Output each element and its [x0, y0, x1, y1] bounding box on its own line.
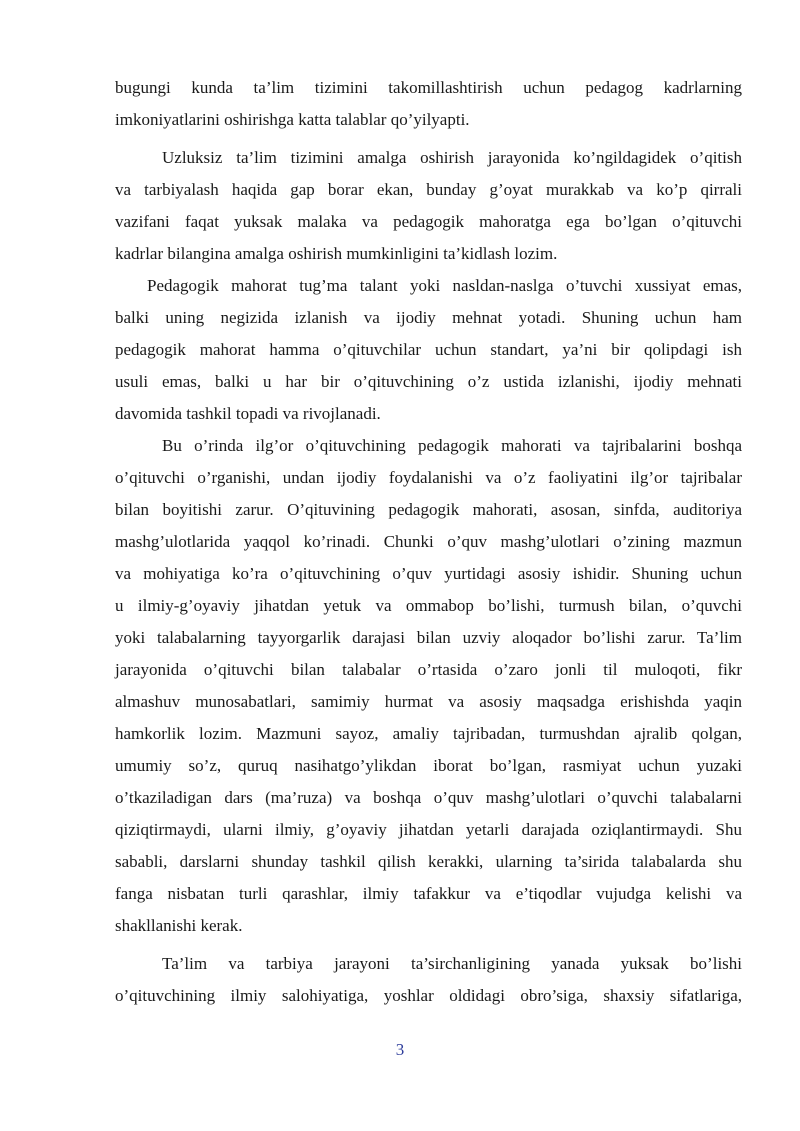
paragraph-3-line-1: Pedagogik mahorat tug’ma talant yoki nasldan-naslga o’tuvchi xussiyat emas,: [147, 276, 742, 295]
paragraph-4-line-16: shakllanishi kerak.: [115, 916, 243, 935]
paragraph-4-line-1: Bu o’rinda ilg’or o’qituvchining pedagogik mahorati va tajribalarini boshqa: [162, 436, 742, 455]
paragraph-2-line-2: va tarbiyalash haqida gap borar ekan, bunday g’oyat murakkab va ko’p qirrali: [115, 180, 742, 199]
paragraph-3-line-5: davomida tashkil topadi va rivojlanadi.: [115, 404, 381, 423]
paragraph-4-line-8: jarayonida o’qituvchi bilan talabalar o’rtasida o’zaro jonli til muloqoti, fikr: [115, 660, 742, 679]
paragraph-1-line-2: imkoniyatlarini oshirishga katta talablar qo’yilyapti.: [115, 110, 470, 129]
paragraph-2-line-1: Uzluksiz ta’lim tizimini amalga oshirish jarayonida ko’ngildagidek o’qitish: [162, 148, 742, 167]
paragraph-2-line-3: vazifani faqat yuksak malaka va pedagogik mahoratga ega bo’lgan o’qituvchi: [115, 212, 742, 231]
paragraph-4-line-2: o’qituvchi o’rganishi, undan ijodiy foydalanishi va o’z faoliyatini ilg’or tajribalar: [115, 468, 742, 487]
paragraph-4-line-12: o’tkaziladigan dars (ma’ruza) va boshqa o’quv mashg’ulotlari o’quvchi talabalarni: [115, 788, 742, 807]
paragraph-4-line-15: fanga nisbatan turli qarashlar, ilmiy tafakkur va e’tiqodlar vujudga kelishi va: [115, 884, 742, 903]
paragraph-1-line-1: bugungi kunda ta’lim tizimini takomillashtirish uchun pedagog kadrlarning: [115, 78, 742, 97]
paragraph-4-line-11: umumiy so’z, quruq nasihatgo’ylikdan iborat bo’lgan, rasmiyat uchun yuzaki: [115, 756, 742, 775]
paragraph-4-line-6: u ilmiy-g’oyaviy jihatdan yetuk va ommabop bo’lishi, turmush bilan, o’quvchi: [115, 596, 742, 615]
paragraph-4-line-5: va mohiyatiga ko’ra o’qituvchining o’quv yurtidagi asosiy ishidir. Shuning uchun: [115, 564, 742, 583]
paragraph-4-line-13: qiziqtirmaydi, ularni ilmiy, g’oyaviy jihatdan yetarli darajada oziqlantirmaydi. Shu: [115, 820, 742, 839]
paragraph-4-line-10: hamkorlik lozim. Mazmuni sayoz, amaliy tajribadan, turmushdan ajralib qolgan,: [115, 724, 742, 743]
paragraph-4-line-9: almashuv munosabatlari, samimiy hurmat va asosiy maqsadga erishishda yaqin: [115, 692, 742, 711]
paragraph-4-line-4: mashg’ulotlarida yaqqol ko’rinadi. Chunki o’quv mashg’ulotlari o’zining mazmun: [115, 532, 742, 551]
page-number: 3: [395, 1040, 405, 1059]
paragraph-5-line-2: o’qituvchining ilmiy salohiyatiga, yoshlar oldidagi obro’siga, shaxsiy sifatlariga,: [115, 986, 742, 1005]
paragraph-4-line-14: sababli, darslarni shunday tashkil qilish kerakki, ularning ta’sirida talabalarda shu: [115, 852, 742, 871]
paragraph-3-line-2: balki uning negizida izlanish va ijodiy mehnat yotadi. Shuning uchun ham: [115, 308, 742, 327]
paragraph-3-line-3: pedagogik mahorat hamma o’qituvchilar uchun standart, ya’ni bir qolipdagi ish: [115, 340, 742, 359]
paragraph-3-line-4: usuli emas, balki u har bir o’qituvchining o’z ustida izlanishi, ijodiy mehnati: [115, 372, 742, 391]
paragraph-5-line-1: Ta’lim va tarbiya jarayoni ta’sirchanligining yanada yuksak bo’lishi: [162, 954, 742, 973]
paragraph-4-line-3: bilan boyitishi zarur. O’qituvining pedagogik mahorati, asosan, sinfda, auditoriya: [115, 500, 742, 519]
paragraph-2-line-4: kadrlar bilangina amalga oshirish mumkinligini ta’kidlash lozim.: [115, 244, 558, 263]
paragraph-4-line-7: yoki talabalarning tayyorgarlik darajasi bilan uzviy aloqador bo’lishi zarur. Ta’lim: [115, 628, 742, 647]
